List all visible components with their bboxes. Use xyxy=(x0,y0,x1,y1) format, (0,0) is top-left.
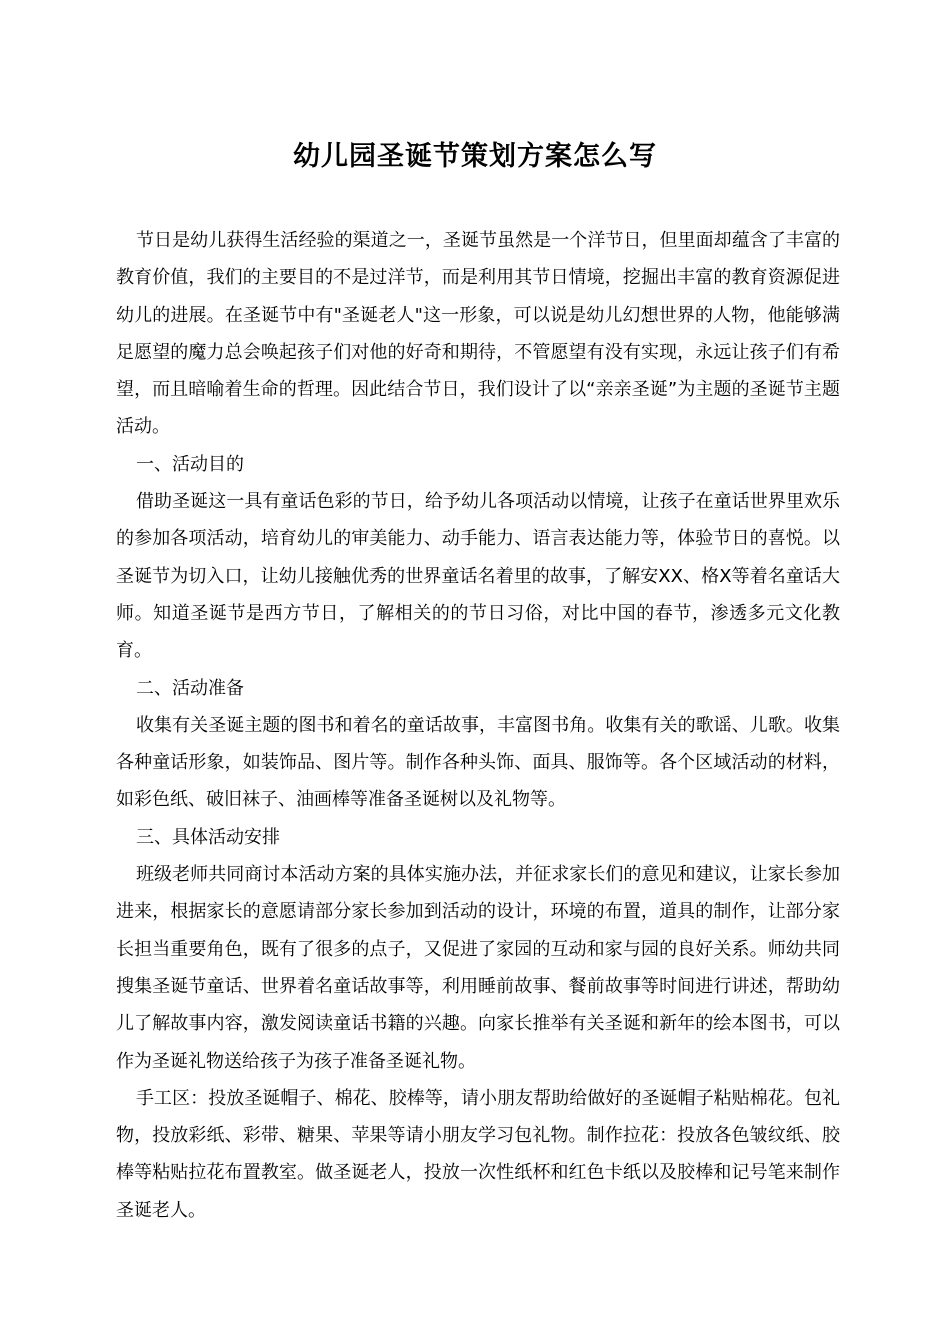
section-heading-purpose: 一、活动目的 xyxy=(136,453,244,475)
purpose-paragraph: 借助圣诞这一具有童话色彩的节日，给予幼儿各项活动以情境，让孩子在童话世界里欢乐的参加各项活动，培育幼儿的审美能力、动手能力、语言表达能力等，体验节日的喜悦。以圣诞节为切入口，让幼儿接触优秀的世界童话名着里的故事，了解安XX、格X等着名童话大师。知道圣诞节是西方节日，了解相关的的节日习俗，对比中国的春节，渗透多元文化教育。 xyxy=(116,491,840,662)
document-body xyxy=(116,222,840,1229)
section-heading-preparation: 二、活动准备 xyxy=(136,677,244,699)
page-title: 幼儿园圣诞节策划方案怎么写 xyxy=(293,141,657,172)
section-heading-arrangement: 三、具体活动安排 xyxy=(136,826,280,848)
arrangement-paragraph: 班级老师共同商讨本活动方案的具体实施办法，并征求家长们的意见和建议，让家长参加进来，根据家长的意愿请部分家长参加到活动的设计，环境的布置，道具的制作，让部分家长担当重要角色，既有了很多的点子，又促进了家园的互动和家与园的良好关系。师幼共同搜集圣诞节童话、世界着名童话故事等，利用睡前故事、餐前故事等时间进行讲述，帮助幼儿了解故事内容，激发阅读童话书籍的兴趣。向家长推举有关圣诞和新年的绘本图书，可以作为圣诞礼物送给孩子为孩子准备圣诞礼物。 xyxy=(116,864,840,1072)
preparation-paragraph: 收集有关圣诞主题的图书和着名的童话故事，丰富图书角。收集有关的歌谣、儿歌。收集各种童话形象，如装饰品、图片等。制作各种头饰、面具、服饰等。各个区域活动的材料，如彩色纸、破旧袜子、油画棒等准备圣诞树以及礼物等。 xyxy=(116,714,840,811)
intro-paragraph: 节日是幼儿获得生活经验的渠道之一，圣诞节虽然是一个洋节日，但里面却蕴含了丰富的教育价值，我们的主要目的不是过洋节，而是利用其节日情境，挖掘出丰富的教育资源促进幼儿的进展。在圣诞节中有"圣诞老人"这一形象，可以说是幼儿幻想世界的人物，他能够满足愿望的魔力总会唤起孩子们对他的好奇和期待，不管愿望有没有实现，永远让孩子们有希望，而且暗喻着生命的哲理。因此结合节日，我们设计了以“亲亲圣诞”为主题的圣诞节主题活动。 xyxy=(116,230,840,438)
handcraft-paragraph: 手工区：投放圣诞帽子、棉花、胶棒等，请小朋友帮助给做好的圣诞帽子粘贴棉花。包礼物，投放彩纸、彩带、糖果、苹果等请小朋友学习包礼物。制作拉花：投放各色皱纹纸、胶棒等粘贴拉花布置教室。做圣诞老人，投放一次性纸杯和红色卡纸以及胶棒和记号笔来制作圣诞老人。 xyxy=(116,1087,840,1221)
